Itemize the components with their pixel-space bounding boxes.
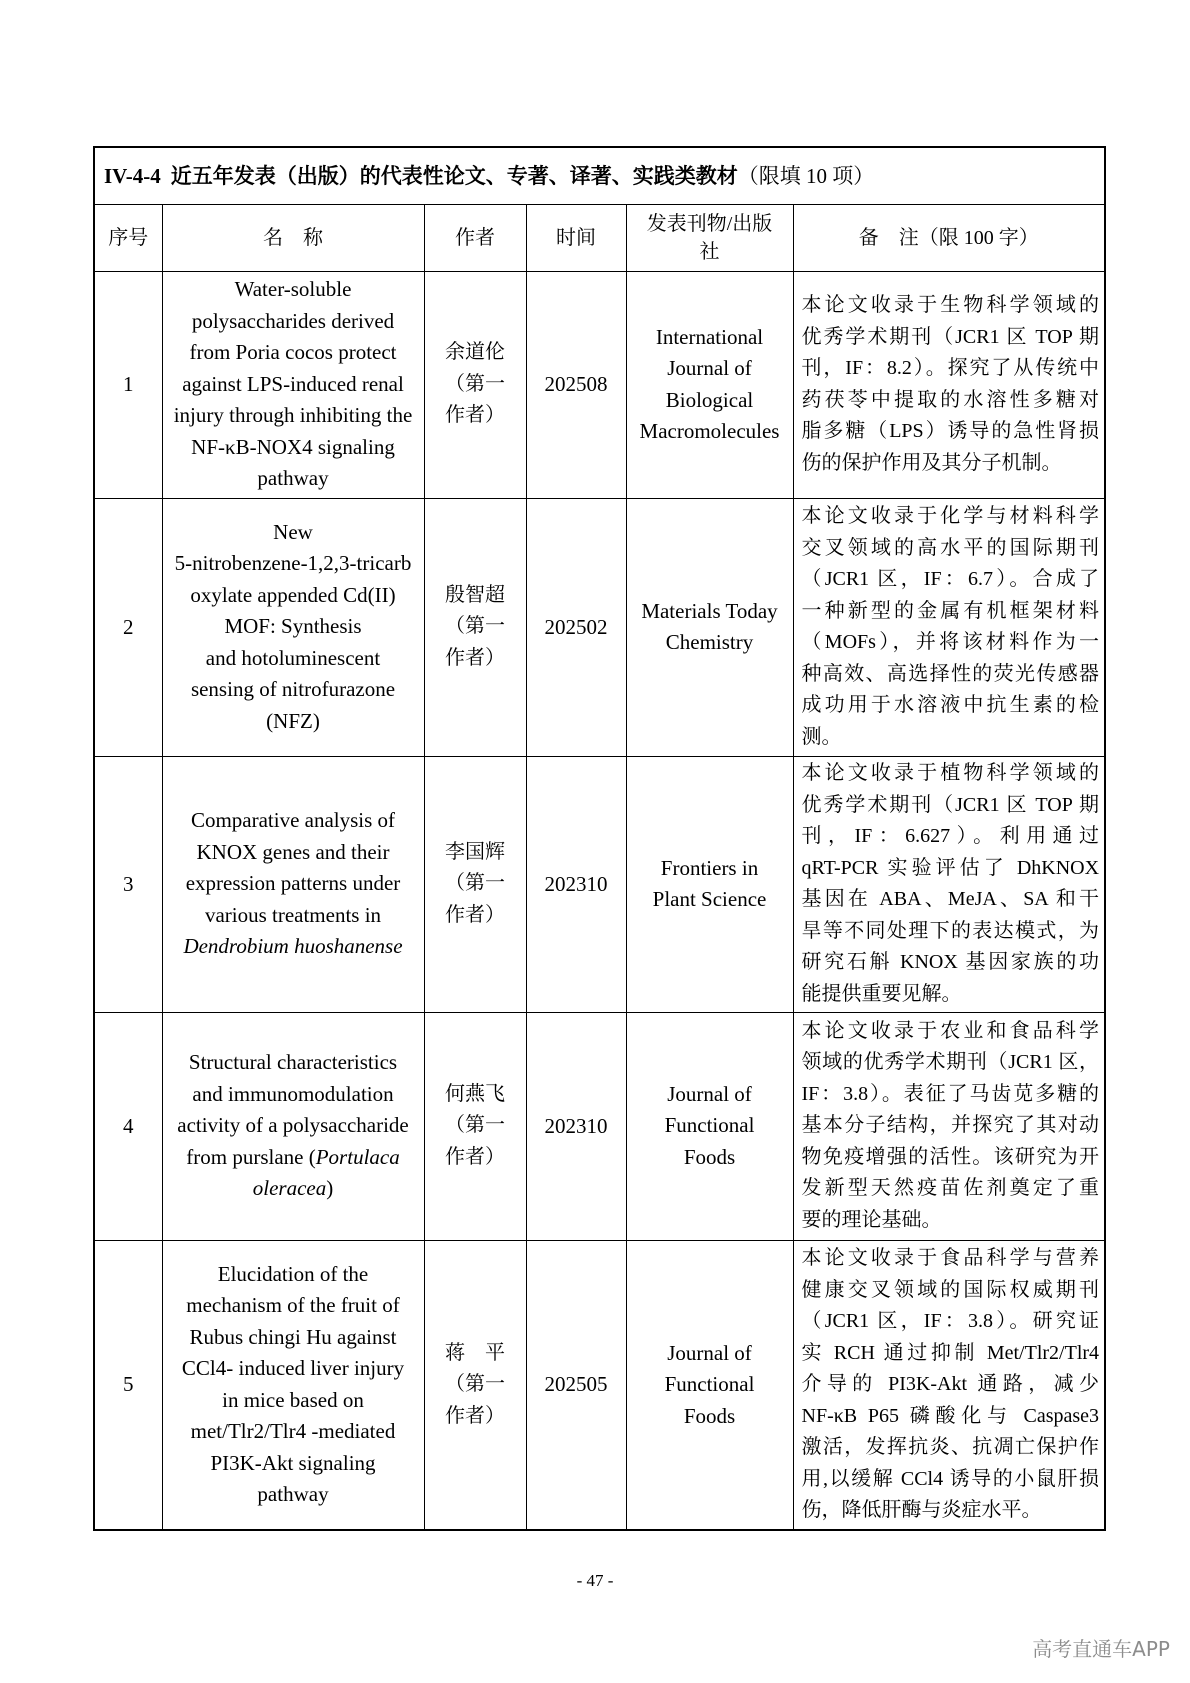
table-row xyxy=(94,756,1105,1012)
cell-journal xyxy=(626,1012,793,1240)
title-line xyxy=(163,931,424,963)
remark-line: 发新型天然疫苗佐剂奠定了重 xyxy=(801,1177,1100,1200)
remark-line: 优秀学术期刊（JCR1 区 TOP 期 xyxy=(801,793,1100,816)
author-line: （第一 xyxy=(445,1373,505,1395)
journal-line: Journal of xyxy=(667,1081,752,1106)
title-line: Comparative analysis of xyxy=(190,808,396,833)
remark-line: 测。 xyxy=(801,725,842,748)
title-line: polysaccharides derived xyxy=(191,308,395,333)
cell-remark xyxy=(793,1240,1105,1530)
remark-line: 伤的保护作用及其分子机制。 xyxy=(801,451,1062,474)
title-line xyxy=(163,1173,424,1205)
header-author: 作者 xyxy=(424,204,526,271)
journal-line: Functional xyxy=(664,1372,755,1396)
remark-line: 旱等不同处理下的表达模式，为 xyxy=(801,919,1100,942)
watermark-text: 高考直通车APP xyxy=(1032,1637,1170,1661)
author-line: 余道伦 xyxy=(445,341,505,364)
publications-table xyxy=(93,146,1106,1531)
title-line: activity of a polysaccharide xyxy=(177,1113,409,1138)
remark-line: 种高效、高选择性的荧光传感器 xyxy=(801,662,1100,685)
cell-author xyxy=(424,1012,526,1240)
remark-line: 健康交叉领域的国际权威期刊 xyxy=(801,1278,1100,1301)
cell-serial-number: 1 xyxy=(94,271,162,498)
remark-line: 交叉领域的高水平的国际期刊 xyxy=(801,536,1100,559)
table-title-main: 近五年发表（出版）的代表性论文、专著、译著、实践类教材 xyxy=(170,163,738,188)
cell-author xyxy=(424,1240,526,1530)
journal-line: International xyxy=(655,324,764,349)
cell-journal xyxy=(626,1240,793,1530)
author-line: （第一 xyxy=(445,372,505,395)
cell-author xyxy=(424,756,526,1012)
journal-line: Journal of xyxy=(667,356,752,380)
remark-line: 基本分子结构，并探究了其对动 xyxy=(801,1114,1100,1137)
cell-date: 202502 xyxy=(526,498,626,756)
remark-line: 脂多糖（LPS）诱导的急性肾损 xyxy=(801,420,1100,442)
cell-date: 202310 xyxy=(526,1012,626,1240)
journal-line: Plant Science xyxy=(652,887,767,911)
author-line: 作者） xyxy=(445,404,505,427)
table-title-note: （限填 10 项） xyxy=(737,163,875,188)
cell-serial-number: 4 xyxy=(94,1012,162,1240)
title-line-italic-run: Portulaca xyxy=(315,1144,400,1169)
remark-line: （JCR1 区，IF：3.8）。研究证 xyxy=(801,1310,1100,1332)
title-line: CCl4- induced liver injury xyxy=(181,1356,405,1381)
remark-line: 刊，IF：6.627）。利用通过 xyxy=(801,825,1100,847)
table-row xyxy=(94,1240,1105,1530)
table-head xyxy=(94,147,1105,271)
title-line: against LPS-induced renal xyxy=(182,371,404,396)
remark-line: 物免疫增强的活性。该研究为开 xyxy=(801,1145,1100,1168)
cell-journal xyxy=(626,498,793,756)
cell-title xyxy=(162,271,424,498)
remark-line: （MOFs），并将该材料作为一 xyxy=(801,631,1100,653)
title-line: KNOX genes and their xyxy=(196,839,390,864)
remark-line: 基因在 ABA、MeJA、SA 和干 xyxy=(801,888,1100,910)
title-line: from Poria cocos protect xyxy=(189,340,397,365)
header-remark: 备 注（限 100 字） xyxy=(793,204,1105,271)
title-line: and hotoluminescent xyxy=(205,645,381,670)
remark-line: 要的理论基础。 xyxy=(801,1208,942,1231)
remark-line: 领域的优秀学术期刊（JCR1 区， xyxy=(801,1051,1100,1074)
remark-line: 介导的 PI3K-Akt 通路，减少 xyxy=(801,1373,1100,1395)
remark-line: IF：3.8）。表征了马齿苋多糖的 xyxy=(801,1082,1100,1105)
title-line-run: ) xyxy=(326,1176,334,1201)
author-line: 作者） xyxy=(445,646,505,669)
author-line: 作者） xyxy=(445,903,505,926)
title-line-run: from purslane ( xyxy=(186,1144,316,1169)
author-line: （第一 xyxy=(445,872,505,895)
title-line: NF-κB-NOX4 signaling xyxy=(191,434,395,459)
title-line: expression patterns under xyxy=(185,871,401,896)
title-line: various treatments in xyxy=(204,902,382,927)
journal-line: Frontiers in xyxy=(660,855,759,880)
remark-line: 伤，降低肝酶与炎症水平。 xyxy=(801,1499,1042,1521)
author-line: 何燕飞 xyxy=(445,1082,505,1105)
cell-serial-number: 5 xyxy=(94,1240,162,1530)
title-line: and immunomodulation xyxy=(192,1081,394,1106)
remark-line: 实 RCH 通过抑制 Met/Tlr2/Tlr4 xyxy=(801,1341,1100,1364)
title-line: pathway xyxy=(257,1482,329,1507)
title-line: PI3K-Akt signaling xyxy=(210,1450,376,1475)
table-header-row xyxy=(94,204,1105,271)
cell-title xyxy=(162,1012,424,1240)
title-line: pathway xyxy=(257,466,329,491)
table-title-code: IV-4-4 xyxy=(104,163,161,188)
table-row xyxy=(94,498,1105,756)
header-name: 名 称 xyxy=(162,204,424,271)
header-date: 时间 xyxy=(526,204,626,271)
cell-remark xyxy=(793,1012,1105,1240)
cell-remark xyxy=(793,271,1105,498)
remark-line: （JCR1 区，IF：6.7）。合成了 xyxy=(801,568,1100,590)
journal-line: Functional xyxy=(664,1113,755,1138)
journal-line: Chemistry xyxy=(665,630,754,654)
title-line: in mice based on xyxy=(222,1387,364,1412)
title-line: injury through inhibiting the xyxy=(173,403,413,428)
cell-serial-number: 3 xyxy=(94,756,162,1012)
remark-line: 本论文收录于食品科学与营养 xyxy=(801,1247,1100,1269)
cell-title xyxy=(162,498,424,756)
remark-line: 优秀学术期刊（JCR1 区 TOP 期 xyxy=(801,325,1100,348)
author-line: 作者） xyxy=(445,1404,505,1427)
journal-line: Foods xyxy=(683,1403,736,1428)
header-journal: 发表刊物/出版社 xyxy=(626,204,793,271)
author-line: 作者） xyxy=(445,1145,505,1168)
cell-title xyxy=(162,1240,424,1530)
title-line: Water-soluble xyxy=(234,277,352,302)
remark-line: 本论文收录于植物科学领域的 xyxy=(801,762,1100,784)
table-title-row xyxy=(94,147,1105,204)
title-line: MOF: Synthesis xyxy=(224,614,362,639)
author-line: （第一 xyxy=(445,615,505,638)
title-line-italic-run: oleracea xyxy=(252,1176,327,1201)
title-line: (NFZ) xyxy=(266,708,320,733)
author-line: 蒋 平 xyxy=(445,1341,505,1364)
remark-line: 能提供重要见解。 xyxy=(801,982,962,1005)
author-line: 殷智超 xyxy=(445,583,505,606)
remark-line: 药茯苓中提取的水溶性多糖对 xyxy=(801,388,1100,411)
journal-line: Biological xyxy=(665,387,754,412)
remark-line: 本论文收录于农业和食品科学 xyxy=(801,1019,1100,1042)
header-no: 序号 xyxy=(94,204,162,271)
journal-line: Foods xyxy=(683,1144,736,1169)
remark-line: 本论文收录于化学与材料科学 xyxy=(801,505,1100,527)
journal-line: Journal of xyxy=(667,1340,752,1365)
cell-date: 202508 xyxy=(526,271,626,498)
remark-line: 一种新型的金属有机框架材料 xyxy=(801,599,1100,622)
cell-remark xyxy=(793,756,1105,1012)
remark-line: 本论文收录于生物科学领域的 xyxy=(801,294,1100,316)
cell-journal xyxy=(626,271,793,498)
page-number: - 47 - xyxy=(576,1571,614,1590)
title-line: Elucidation of the xyxy=(217,1261,369,1286)
title-line: 5-nitrobenzene-1,2,3-tricarb xyxy=(174,551,412,576)
author-line: （第一 xyxy=(445,1114,505,1137)
remark-line: 成功用于水溶液中抗生素的检 xyxy=(801,694,1100,716)
journal-line: Macromolecules xyxy=(639,419,780,443)
cell-remark xyxy=(793,498,1105,756)
title-line: oxylate appended Cd(II) xyxy=(190,582,396,607)
title-line: New xyxy=(273,519,313,544)
cell-date: 202310 xyxy=(526,756,626,1012)
remark-line: qRT-PCR 实验评估了 DhKNOX xyxy=(801,856,1100,879)
title-line: mechanism of the fruit of xyxy=(186,1293,400,1318)
title-line-italic-run: Dendrobium huoshanense xyxy=(183,934,403,959)
title-line: met/Tlr2/Tlr4 -mediated xyxy=(190,1419,396,1444)
cell-serial-number: 2 xyxy=(94,498,162,756)
cell-author xyxy=(424,498,526,756)
cell-journal xyxy=(626,756,793,1012)
table-row xyxy=(94,271,1105,498)
table-body xyxy=(94,271,1105,1530)
cell-title xyxy=(162,756,424,1012)
remark-line: 刊，IF：8.2）。探究了从传统中 xyxy=(801,357,1100,379)
title-line xyxy=(163,1142,424,1174)
table-title xyxy=(94,147,1105,204)
remark-line: 研究石斛 KNOX 基因家族的功 xyxy=(801,951,1100,973)
title-line: sensing of nitrofurazone xyxy=(190,677,396,702)
cell-date: 202505 xyxy=(526,1240,626,1530)
remark-line: 激活，发挥抗炎、抗凋亡保护作 xyxy=(801,1436,1100,1458)
journal-line: Materials Today xyxy=(641,598,778,623)
remark-line: NF-κB P65 磷酸化与 Caspase3 xyxy=(801,1404,1100,1427)
table-row xyxy=(94,1012,1105,1240)
title-line: Rubus chingi Hu against xyxy=(189,1324,397,1349)
author-line: 李国辉 xyxy=(445,840,505,863)
title-line: Structural characteristics xyxy=(188,1050,398,1075)
remark-line: 用,以缓解 CCl4 诱导的小鼠肝损 xyxy=(801,1467,1100,1490)
cell-author xyxy=(424,271,526,498)
